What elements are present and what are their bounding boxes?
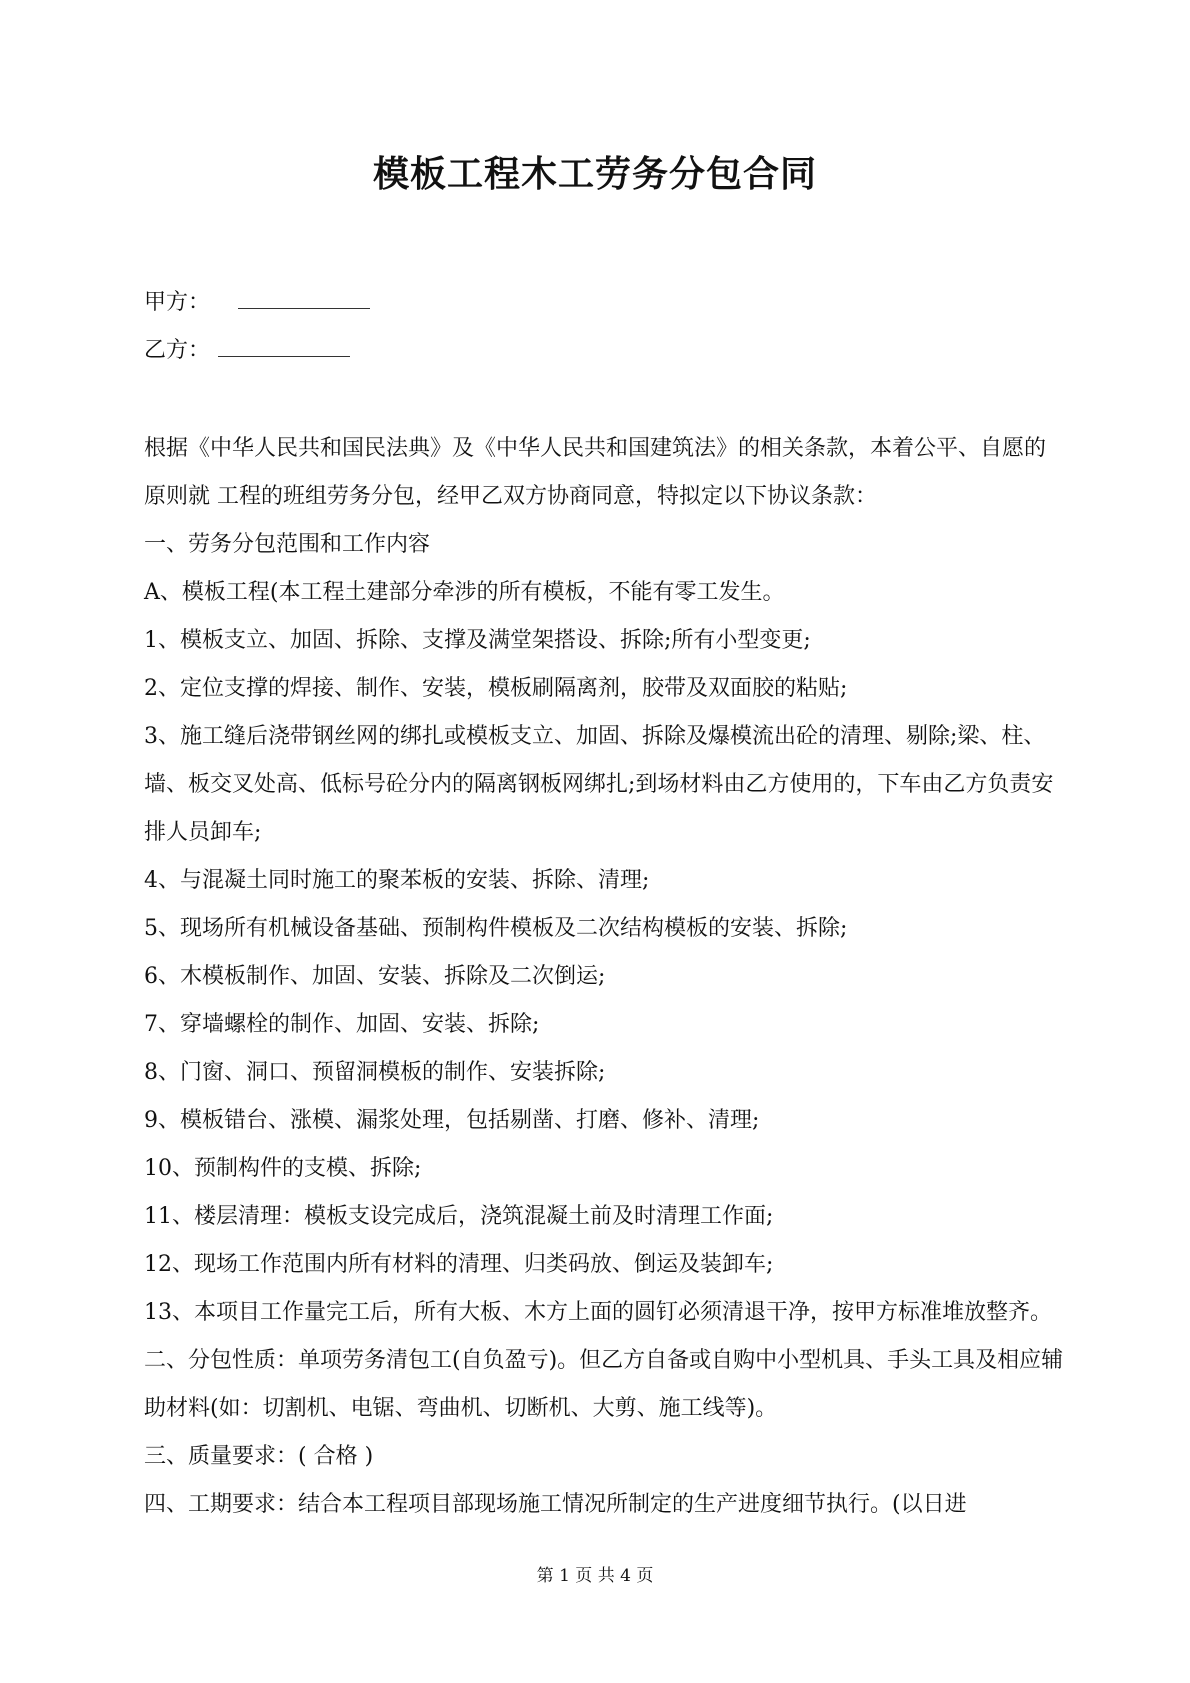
paragraph: 根据《中华人民共和国民法典》及《中华人民共和国建筑法》的相关条款，本着公平、自愿的原则就 工程的班组劳务分包，经甲乙双方协商同意，特拟定以下协议条款： xyxy=(144,436,1047,509)
list-item: 4、与混凝土同时施工的聚苯板的安装、拆除、清理; xyxy=(144,868,650,893)
list-item: 11、楼层清理：模板支设完成后，浇筑混凝土前及时清理工作面; xyxy=(144,1204,774,1229)
section-heading: 四、工期要求：结合本工程项目部现场施工情况所制定的生产进度细节执行。(以日进 xyxy=(144,1492,967,1517)
party-b-label: 乙方： xyxy=(144,338,211,363)
list-item: 13、本项目工作量完工后，所有大板、木方上面的圆钉必须清退干净，按甲方标准堆放整齐。 xyxy=(144,1300,1052,1325)
list-item: 6、木模板制作、加固、安装、拆除及二次倒运; xyxy=(144,964,606,989)
list-item: 10、预制构件的支模、拆除; xyxy=(144,1156,422,1181)
section-heading: 三、质量要求：( 合格 ) xyxy=(144,1444,374,1469)
list-item: 8、门窗、洞口、预留洞模板的制作、安装拆除; xyxy=(144,1060,606,1085)
list-item: 1、模板支立、加固、拆除、支撑及满堂架搭设、拆除;所有小型变更; xyxy=(144,628,811,653)
list-item: 2、定位支撑的焊接、制作、安装，模板刷隔离剂，胶带及双面胶的粘贴; xyxy=(144,676,848,701)
party-b-line xyxy=(144,334,350,366)
list-item: 12、现场工作范围内所有材料的清理、归类码放、倒运及装卸车; xyxy=(144,1252,774,1277)
list-item: 3、施工缝后浇带钢丝网的绑扎或模板支立、加固、拆除及爆模流出砼的清理、剔除;梁、柱、墙、板交叉处高、低标号砼分内的隔离钢板网绑扎;到场材料由乙方使用的，下车由乙方负责安排人员卸车; xyxy=(144,724,1054,845)
contract-body xyxy=(144,425,1064,1529)
document-title: 模板工程木工劳务分包合同 xyxy=(372,153,817,195)
list-item: 7、穿墙螺栓的制作、加固、安装、拆除; xyxy=(144,1012,540,1037)
section-heading: 二、分包性质：单项劳务清包工(自负盈亏)。但乙方自备或自购中小型机具、手头工具及相应辅助材料(如：切割机、电锯、弯曲机、切断机、大剪、施工线等)。 xyxy=(144,1348,1064,1421)
party-a-label: 甲方： xyxy=(144,290,211,315)
list-item: 5、现场所有机械设备基础、预制构件模板及二次结构模板的安装、拆除; xyxy=(144,916,848,941)
section-heading: 一、劳务分包范围和工作内容 xyxy=(144,532,431,557)
page-footer: 第 1 页 共 4 页 xyxy=(536,1566,654,1586)
party-b-blank xyxy=(218,334,350,357)
party-a-blank xyxy=(238,286,370,309)
list-item: 9、模板错台、涨模、漏浆处理，包括剔凿、打磨、修补、清理; xyxy=(144,1108,760,1133)
party-a-line xyxy=(144,286,370,318)
paragraph: A、模板工程(本工程土建部分牵涉的所有模板，不能有零工发生。 xyxy=(144,580,785,605)
